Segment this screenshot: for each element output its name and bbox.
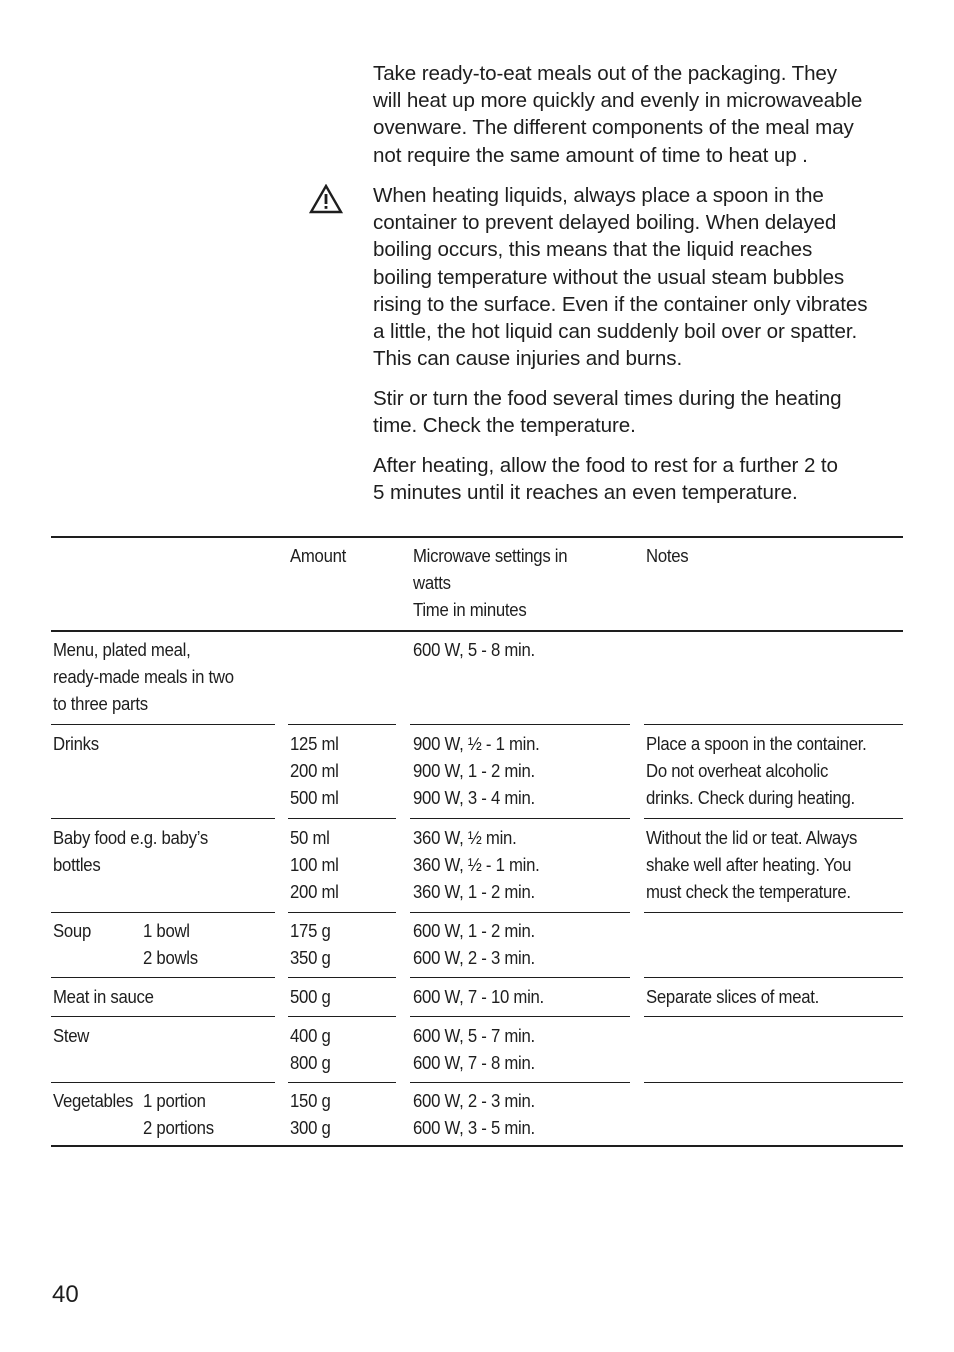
row-divider bbox=[644, 1016, 903, 1017]
notes-line: Without the lid or teat. Always bbox=[646, 827, 858, 848]
row-divider bbox=[288, 977, 396, 978]
amount-line: 200 ml bbox=[290, 760, 339, 782]
settings-line: 600 W, 2 - 3 min. bbox=[413, 1090, 535, 1111]
amount-line: 300 g bbox=[290, 1117, 331, 1139]
row-divider bbox=[410, 977, 630, 978]
amount-line: 125 ml bbox=[290, 733, 339, 754]
row-divider bbox=[644, 912, 903, 913]
settings-line: 900 W, ½ - 1 min. bbox=[413, 733, 540, 754]
amount-cell bbox=[290, 983, 331, 1010]
amount-line: 350 g bbox=[290, 947, 331, 969]
row-divider bbox=[51, 1082, 275, 1083]
text-line: a little, the hot liquid can suddenly boil over or spatter. bbox=[373, 320, 858, 344]
settings-line: 900 W, 3 - 4 min. bbox=[413, 787, 535, 809]
amount-line: 150 g bbox=[290, 1090, 331, 1111]
food-line: Vegetables bbox=[53, 1090, 134, 1111]
notes-line: Separate slices of meat. bbox=[646, 986, 820, 1007]
amount-line: 500 g bbox=[290, 986, 331, 1007]
text-line: Take ready-to-eat meals out of the packaging. They bbox=[373, 62, 837, 85]
row-divider bbox=[410, 1016, 630, 1017]
food-line: Drinks bbox=[53, 733, 99, 754]
settings-line: 600 W, 7 - 8 min. bbox=[413, 1052, 535, 1074]
row-divider bbox=[51, 912, 275, 913]
amount-line: 500 ml bbox=[290, 787, 339, 809]
text-line: not require the same amount of time to heat up . bbox=[373, 143, 808, 167]
header-settings-line: Time in minutes bbox=[413, 599, 527, 621]
food-sub-cell bbox=[143, 1087, 214, 1141]
food-line: bottles bbox=[53, 854, 101, 876]
food-cell bbox=[53, 1087, 133, 1114]
text-line: ovenware. The different components of the meal may bbox=[373, 116, 854, 140]
settings-line: 600 W, 5 - 8 min. bbox=[413, 639, 535, 660]
notes-line: must check the temperature. bbox=[646, 881, 851, 903]
row-divider bbox=[51, 724, 275, 725]
row-divider bbox=[410, 724, 630, 725]
food-line: Soup bbox=[53, 920, 92, 941]
header-notes: Notes bbox=[646, 545, 689, 566]
food-sub-line: 1 portion bbox=[143, 1090, 206, 1111]
food-sub-line: 2 bowls bbox=[143, 947, 198, 969]
row-divider bbox=[644, 818, 903, 819]
settings-line: 600 W, 5 - 7 min. bbox=[413, 1025, 535, 1046]
text-line: will heat up more quickly and evenly in microwaveable bbox=[373, 89, 863, 113]
food-cell bbox=[53, 636, 234, 717]
text-line: 5 minutes until it reaches an even temperature. bbox=[373, 481, 798, 505]
food-line: Menu, plated meal, bbox=[53, 639, 191, 660]
food-line: Meat in sauce bbox=[53, 986, 154, 1007]
settings-cell bbox=[413, 1022, 535, 1076]
amount-cell bbox=[290, 824, 339, 905]
notes-line: drinks. Check during heating. bbox=[646, 787, 855, 809]
header-settings-line: watts bbox=[413, 572, 451, 594]
row-divider bbox=[51, 818, 275, 819]
table-top-rule bbox=[51, 536, 903, 538]
amount-cell bbox=[290, 917, 331, 971]
amount-line: 400 g bbox=[290, 1025, 331, 1046]
text-line: When heating liquids, always place a spoon in the bbox=[373, 184, 824, 207]
row-divider bbox=[644, 977, 903, 978]
header-settings bbox=[413, 542, 567, 623]
settings-cell bbox=[413, 824, 540, 905]
row-divider bbox=[288, 724, 396, 725]
amount-line: 800 g bbox=[290, 1052, 331, 1074]
settings-cell bbox=[413, 730, 540, 811]
settings-cell bbox=[413, 983, 544, 1010]
text-line: boiling temperature without the usual steam bubbles bbox=[373, 265, 845, 289]
settings-cell bbox=[413, 1087, 535, 1141]
text-line: time. Check the temperature. bbox=[373, 414, 636, 438]
food-cell bbox=[53, 730, 99, 757]
row-divider bbox=[410, 818, 630, 819]
row-divider bbox=[51, 977, 275, 978]
header-amount: Amount bbox=[290, 545, 347, 566]
notes-line: shake well after heating. You bbox=[646, 854, 852, 876]
row-divider bbox=[288, 818, 396, 819]
settings-line: 600 W, 1 - 2 min. bbox=[413, 920, 535, 941]
table-bottom-rule bbox=[51, 1145, 903, 1147]
row-divider bbox=[410, 1082, 630, 1083]
settings-line: 900 W, 1 - 2 min. bbox=[413, 760, 535, 782]
food-line: to three parts bbox=[53, 693, 148, 715]
notes-line: Place a spoon in the container. bbox=[646, 733, 867, 754]
amount-cell bbox=[290, 1087, 331, 1141]
text-line: This can cause injuries and burns. bbox=[373, 347, 683, 371]
food-sub-line: 1 bowl bbox=[143, 920, 190, 941]
food-line: Baby food e.g. baby’s bbox=[53, 827, 208, 848]
notes-cell bbox=[646, 824, 857, 905]
row-divider bbox=[51, 1016, 275, 1017]
amount-cell bbox=[290, 1022, 331, 1076]
settings-line: 600 W, 2 - 3 min. bbox=[413, 947, 535, 969]
text-line: rising to the surface. Even if the container only vibrates bbox=[373, 292, 868, 316]
food-cell bbox=[53, 1022, 89, 1049]
food-line: ready-made meals in two bbox=[53, 666, 234, 688]
food-cell bbox=[53, 917, 91, 944]
food-cell bbox=[53, 824, 208, 878]
header-bottom-rule bbox=[51, 630, 903, 632]
settings-cell bbox=[413, 917, 535, 971]
notes-cell bbox=[646, 730, 867, 811]
text-line: Stir or turn the food several times during the heating bbox=[373, 387, 842, 410]
food-line: Stew bbox=[53, 1025, 90, 1046]
settings-line: 600 W, 7 - 10 min. bbox=[413, 986, 544, 1007]
settings-line: 360 W, ½ - 1 min. bbox=[413, 854, 540, 876]
settings-line: 360 W, ½ min. bbox=[413, 827, 517, 848]
amount-line: 200 ml bbox=[290, 881, 339, 903]
row-divider bbox=[410, 912, 630, 913]
page-number: 40 bbox=[52, 1281, 79, 1308]
row-divider bbox=[288, 912, 396, 913]
settings-line: 360 W, 1 - 2 min. bbox=[413, 881, 535, 903]
notes-cell bbox=[646, 983, 819, 1010]
amount-line: 50 ml bbox=[290, 827, 330, 848]
row-divider bbox=[288, 1016, 396, 1017]
header-settings-line: Microwave settings in bbox=[413, 545, 568, 566]
text-line: boiling occurs, this means that the liquid reaches bbox=[373, 238, 813, 262]
row-divider bbox=[288, 1082, 396, 1083]
food-sub-line: 2 portions bbox=[143, 1117, 214, 1139]
row-divider bbox=[644, 724, 903, 725]
row-divider bbox=[644, 1082, 903, 1083]
amount-line: 175 g bbox=[290, 920, 331, 941]
settings-cell bbox=[413, 636, 535, 663]
amount-line: 100 ml bbox=[290, 854, 339, 876]
food-cell bbox=[53, 983, 154, 1010]
food-sub-cell bbox=[143, 917, 198, 971]
text-line: container to prevent delayed boiling. When delayed bbox=[373, 211, 837, 235]
amount-cell bbox=[290, 730, 339, 811]
settings-line: 600 W, 3 - 5 min. bbox=[413, 1117, 535, 1139]
text-line: After heating, allow the food to rest for a further 2 to bbox=[373, 454, 838, 477]
notes-line: Do not overheat alcoholic bbox=[646, 760, 829, 782]
